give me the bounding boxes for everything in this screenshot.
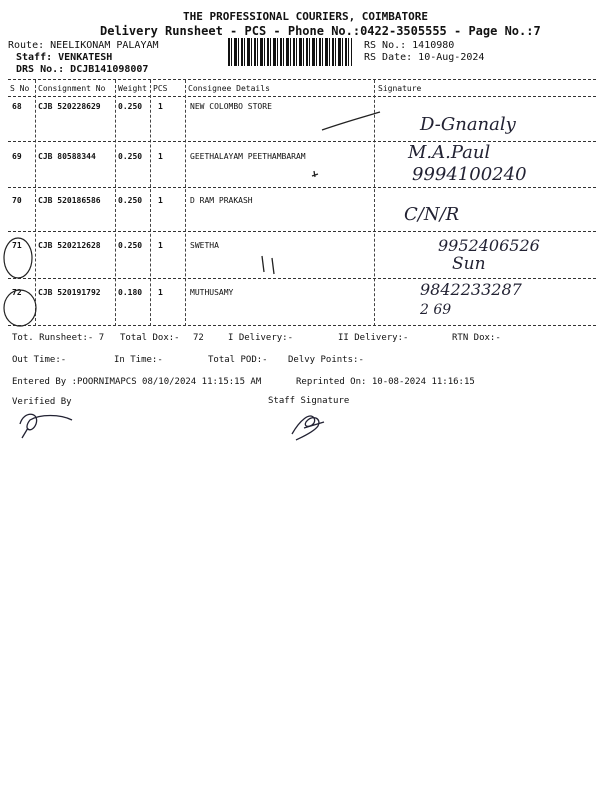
- table-row-pcs: 1: [158, 288, 163, 297]
- pen-stroke-mark: [322, 112, 380, 130]
- table-row-sno: 72: [12, 288, 22, 297]
- table-row-sno: 71: [12, 241, 22, 250]
- route-label: Route: NEELIKONAM PALAYAM: [8, 40, 159, 51]
- handwritten-phone: 9952406526: [438, 236, 540, 255]
- table-row-weight: 0.180: [118, 288, 143, 297]
- verified-signature-mark: [20, 414, 72, 438]
- drs-number: DRS No.: DCJB141098007: [16, 64, 149, 75]
- rs-number: RS No.: 1410980: [364, 40, 455, 51]
- staff-signature-label: Staff Signature: [268, 396, 350, 406]
- table-row-consignee: MUTHUSAMY: [190, 288, 234, 297]
- tot-runsheet: Tot. Runsheet:- 7: [12, 333, 105, 343]
- table-row-consignment: CJB 520186586: [38, 196, 101, 205]
- i-delivery-label: I Delivery:-: [228, 333, 294, 343]
- table-row-pcs: 1: [158, 241, 163, 250]
- total-dox-label: Total Dox:-: [120, 333, 180, 343]
- table-row-pcs: 1: [158, 196, 163, 205]
- handwritten-note: 2 69: [420, 302, 452, 318]
- signature-handwritten: D-Gnanaly: [420, 114, 516, 135]
- table-row-weight: 0.250: [118, 196, 143, 205]
- out-time-label: Out Time:-: [12, 355, 67, 365]
- signature-handwritten: M.A.Paul: [408, 142, 491, 163]
- circle-mark-71: [4, 238, 32, 278]
- table-row-consignee: NEW COLOMBO STORE: [190, 102, 272, 111]
- delvy-points-label: Delvy Points:-: [288, 355, 364, 365]
- in-time-label: In Time:-: [114, 355, 163, 365]
- total-dox-value: 72: [193, 333, 204, 343]
- entered-by: Entered By :POORNIMAPCS 08/10/2024 11:15:15 AM: [12, 377, 262, 387]
- table-row-consignment: CJB 520228629: [38, 102, 101, 111]
- footer-signatures: [0, 400, 600, 460]
- ii-delivery-label: II Delivery:-: [338, 333, 409, 343]
- total-pod-label: Total POD:-: [208, 355, 268, 365]
- table-row-consignee: GEETHALAYAM PEETHAMBARAM: [190, 152, 306, 161]
- col-header-weight: Weight: [118, 84, 147, 93]
- signature-handwritten: C/N/R: [404, 204, 460, 225]
- pen-marks: [0, 0, 600, 330]
- document-title: Delivery Runsheet - PCS - Phone No.:0422-3505555 - Page No.:7: [100, 24, 541, 38]
- pen-tick-mark: [312, 171, 318, 177]
- pen-squiggle-mark: [262, 256, 274, 274]
- table-row-weight: 0.250: [118, 152, 143, 161]
- staff-label: Staff: VENKATESH: [16, 52, 113, 63]
- rtn-dox-label: RTN Dox:-: [452, 333, 501, 343]
- signature-handwritten: Sun: [452, 254, 486, 274]
- table-row-consignment: CJB 520212628: [38, 241, 101, 250]
- rs-date: RS Date: 10-Aug-2024: [364, 52, 485, 63]
- table-row-sno: 70: [12, 196, 22, 205]
- company-name: THE PROFESSIONAL COURIERS, COIMBATORE: [183, 10, 429, 23]
- col-header-pcs: PCS: [153, 84, 168, 93]
- table-row-pcs: 1: [158, 152, 163, 161]
- col-header-consignment: Consignment No: [38, 84, 106, 93]
- table-row-pcs: 1: [158, 102, 163, 111]
- table-row-consignee: SWETHA: [190, 241, 219, 250]
- table-row-sno: 69: [12, 152, 22, 161]
- table-row-consignee: D RAM PRAKASH: [190, 196, 253, 205]
- circle-mark-72: [4, 290, 36, 326]
- col-header-signature: Signature: [378, 84, 422, 93]
- table-row-weight: 0.250: [118, 102, 143, 111]
- table-row-consignment: CJB 80588344: [38, 152, 96, 161]
- verified-by-label: Verified By: [12, 397, 72, 407]
- col-header-sno: S No: [10, 84, 30, 93]
- handwritten-phone: 9842233287: [420, 280, 522, 299]
- handwritten-phone: 9994100240: [412, 164, 527, 185]
- col-header-consignee: Consignee Details: [188, 84, 270, 93]
- staff-signature-mark: [292, 416, 324, 440]
- reprinted-on: Reprinted On: 10-08-2024 11:16:15: [296, 377, 475, 387]
- table-row-weight: 0.250: [118, 241, 143, 250]
- table-row-sno: 68: [12, 102, 22, 111]
- table-row-consignment: CJB 520191792: [38, 288, 101, 297]
